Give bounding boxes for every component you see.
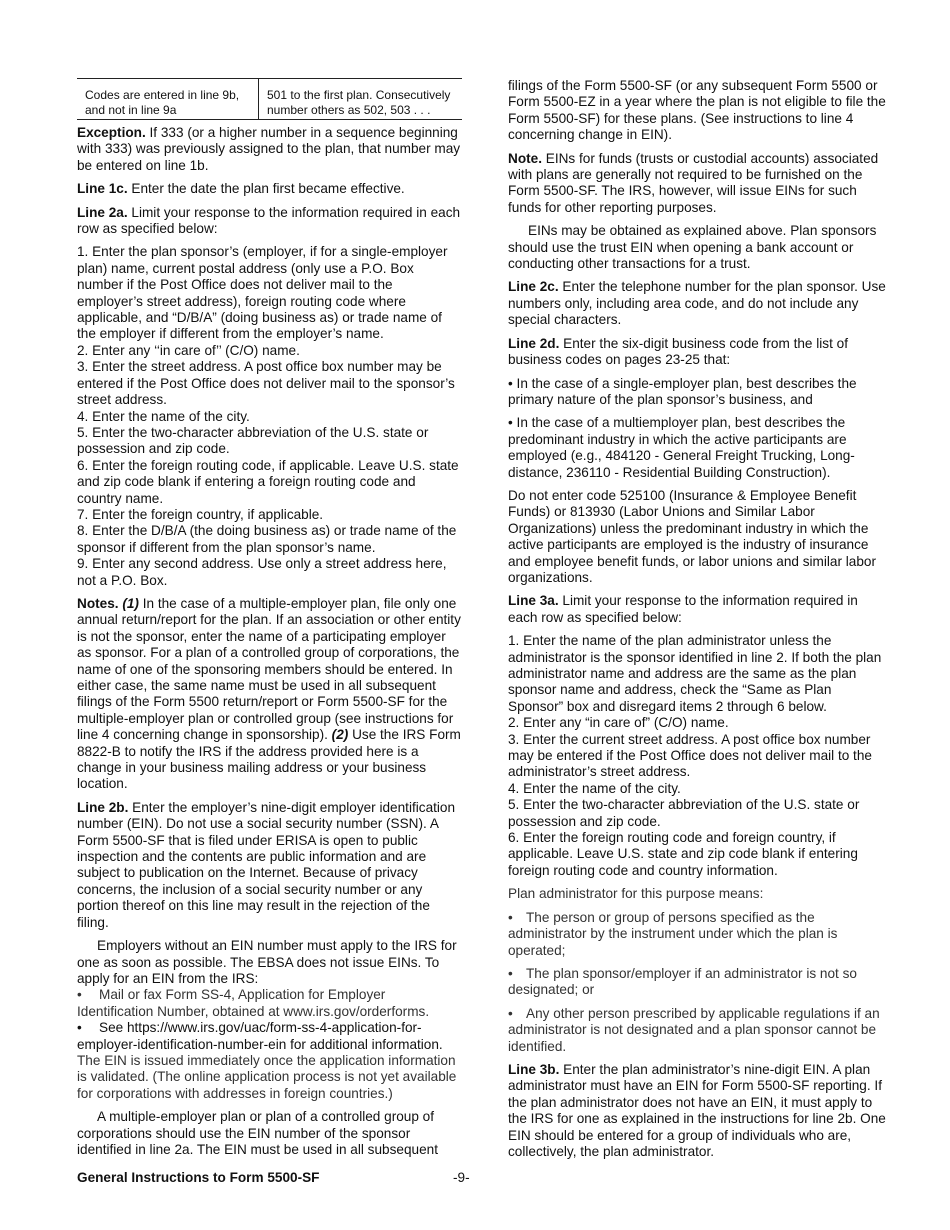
eins-obtained-paragraph: EINs may be obtained as explained above. Plan sponsors should use the trust EIN when opening a bank account or conducting other transactions for a trust. — [508, 223, 877, 272]
line-1c-paragraph: Line 1c. Enter the date the plan first became effective. — [77, 181, 405, 197]
bullet-icon: • — [508, 375, 517, 391]
line-2a-list — [77, 244, 462, 589]
admin-bullet: • The plan sponsor/employer if an administrator is not so designated; or — [508, 965, 857, 998]
line-2a-paragraph: Line 2a. Limit your response to the information required in each row as specified below: — [77, 204, 461, 237]
list-item: 2. Enter any “in care of” (C/O) name. — [508, 715, 729, 731]
list-item: 2. Enter any ‘‘in care of’’ (C/O) name. — [77, 342, 300, 358]
line-3a-paragraph: Line 3a. Limit your response to the information required in each row as specified below: — [508, 593, 858, 625]
left-column — [77, 78, 462, 1165]
business-code-bullet: • In the case of a single-employer plan, best describes the primary nature of the plan sponsor’s business, and — [508, 375, 857, 407]
line-2d-paragraph: Line 2d. Enter the six-digit business code from the list of business codes on pages 23-25 that: — [508, 335, 848, 368]
notes-paragraph: Notes. (1) In the case of a multiple-employer plan, file only one annual return/report for the plan. If an association or other entity is not the sponsor, enter the name of a participating employer as sponsor. For a plan of a controlled group of corporations, the name of one of the sponsoring members should be entered. In either case, the same name must be used in all subsequent filings of the Form 5500 return/report or Form 5500-SF for the multiple-employer plan or controlled group (see instructions for line 4 concerning change in sponsorship). (2) Use the IRS Form 8822-B to notify the IRS if the address provided here is a change in your business mailing address or your business location. — [77, 595, 461, 792]
page-number: -9- — [453, 1170, 470, 1185]
list-item: 7. Enter the foreign country, if applicable. — [77, 506, 324, 522]
list-item: 5. Enter the two-character abbreviation of the U.S. state or possession and zip code. — [77, 424, 429, 457]
admin-bullet: • Any other person prescribed by applicable regulations if an administrator is not designated and a plan sponsor cannot be identified. — [508, 1005, 880, 1054]
right-column — [508, 78, 888, 1167]
business-code-bullet: • In the case of a multiemployer plan, best describes the predominant industry in which the active participants are employed (e.g., 484120 - General Freight Trucking, Long-distance, 236110 - Residential Building Construction). — [508, 415, 855, 480]
list-item: 6. Enter the foreign routing code and foreign country, if applicable. Leave U.S. state and zip code blank if entering foreign routing code and country information. — [508, 830, 858, 878]
table-row — [77, 79, 462, 120]
list-item: 4. Enter the name of the city. — [77, 408, 250, 424]
bullet-icon: • — [508, 1005, 513, 1021]
ein-issued-paragraph: The EIN is issued immediately once the application information is validated. (The online application process is not yet available for corporations with addresses in foreign countries.) — [77, 1052, 457, 1101]
admin-means-paragraph: Plan administrator for this purpose means: — [508, 886, 764, 902]
list-item: 3. Enter the current street address. A post office box number may be entered if the Post Office does not deliver mail to the administrator’s street address. — [508, 731, 872, 780]
list-item: 4. Enter the name of the city. — [508, 780, 681, 796]
list-item: 3. Enter the street address. A post office box number may be entered if the Post Office does not deliver mail to the sponsor’s street address. — [77, 359, 455, 408]
admin-bullet: • The person or group of persons specified as the administrator by the instrument under which the plan is operated; — [508, 909, 838, 958]
line-2b-paragraph: Line 2b. Enter the employer’s nine-digit employer identification number (EIN). Do not use a social security number (SSN). A Form 5500-SF that is filed under ERISA is open to public inspection and the contents are public information and are subject to publication on the Internet. Because of privacy concerns, the inclusion of a social security number or any portion thereof on this line may result in the rejection of the filing. — [77, 799, 456, 930]
bullet-icon: • — [508, 415, 517, 431]
codes-table — [77, 78, 462, 120]
list-item: 5. Enter the two-character abbreviation of the U.S. state or possession and zip code. — [508, 797, 860, 829]
bullet-icon: • — [508, 909, 513, 925]
exception-paragraph: Exception. If 333 (or a higher number in a sequence beginning with 333) was previously assigned to the plan, that number may be entered on line 1b. — [77, 125, 461, 173]
continuation-paragraph: filings of the Form 5500-SF (or any subsequent Form 5500 or Form 5500-EZ in a year where the plan is not eligible to file the Form 5500-SF) for these plans. (See instructions to line 4 concerning change in EIN). — [508, 78, 886, 143]
bullet-icon: • — [508, 965, 513, 981]
line-3a-list — [508, 633, 888, 879]
line-3b-paragraph: Line 3b. Enter the plan administrator’s nine-digit EIN. A plan administrator must have an EIN for Form 5500-SF reporting. If the plan administrator does not have an EIN, it must apply to the IRS for one as explained in the instructions for line 2b. One EIN should be entered for a group of individuals who are, collectively, the plan administrator. — [508, 1061, 886, 1159]
bullet-icon: • — [77, 987, 82, 1003]
list-item: 1. Enter the plan sponsor’s (employer, if for a single-employer plan) name, current postal address (only use a P.O. Box number if the Post Office does not deliver mail to the employer’s street address), foreign routing code where applicable, and “D/B/A” (doing business as) or trade name of the employer if different from the employer’s name. — [77, 244, 448, 342]
multi-employer-paragraph: A multiple-employer plan or plan of a controlled group of corporations should use the EIN number of the sponsor identified in line 2a. The EIN must be used in all subsequent — [77, 1109, 438, 1157]
list-item: 1. Enter the name of the plan administrator unless the administrator is the sponsor identified in line 2. If both the plan administrator name and address are the same as the plan sponsor name and address, check the “Same as Plan Sponsor” box and disregard items 2 through 6 below. — [508, 633, 882, 714]
ein-intro-paragraph: Employers without an EIN number must apply to the IRS for one as soon as possible. The EBSA does not issue EINs. To apply for an EIN from the IRS: — [77, 938, 457, 986]
note-paragraph: Note. EINs for funds (trusts or custodial accounts) associated with plans are generally not required to be furnished on the Form 5500-SF. The IRS, however, will issue EINs for such funds for other reporting purposes. — [508, 150, 879, 215]
table-cell: 501 to the first plan. Consecutively number others as 502, 503 . . . — [267, 88, 451, 117]
do-not-enter-paragraph: Do not enter code 525100 (Insurance & Employee Benefit Funds) or 813930 (Labor Unions and Similar Labor Organizations) unless the predominant industry in which the active participants are employed is the industry of insurance and employee benefit funds, or labor unions and similar labor organizations. — [508, 487, 877, 585]
list-item: 9. Enter any second address. Use only a street address here, not a P.O. Box. — [77, 556, 447, 588]
footer-title: General Instructions to Form 5500-SF — [77, 1170, 320, 1185]
ein-bullet: • See https://www.irs.gov/uac/form-ss-4-application-for-employer-identification-number-ein for additional information. — [77, 1020, 443, 1052]
line-2c-paragraph: Line 2c. Enter the telephone number for the plan sponsor. Use numbers only, including area code, and do not include any special characters. — [508, 279, 886, 328]
list-item: 8. Enter the D/B/A (the doing business as) or trade name of the sponsor if different from the plan sponsor’s name. — [77, 523, 457, 555]
list-item: 6. Enter the foreign routing code, if applicable. Leave U.S. state and zip code blank if entering a foreign routing code and country name. — [77, 457, 459, 506]
table-cell: Codes are entered in line 9b, and not in line 9a — [77, 79, 259, 120]
ein-bullet: • Mail or fax Form SS-4, Application for Employer Identification Number, obtained at www.irs.gov/orderforms. — [77, 987, 430, 1019]
bullet-icon: • — [77, 1020, 82, 1036]
